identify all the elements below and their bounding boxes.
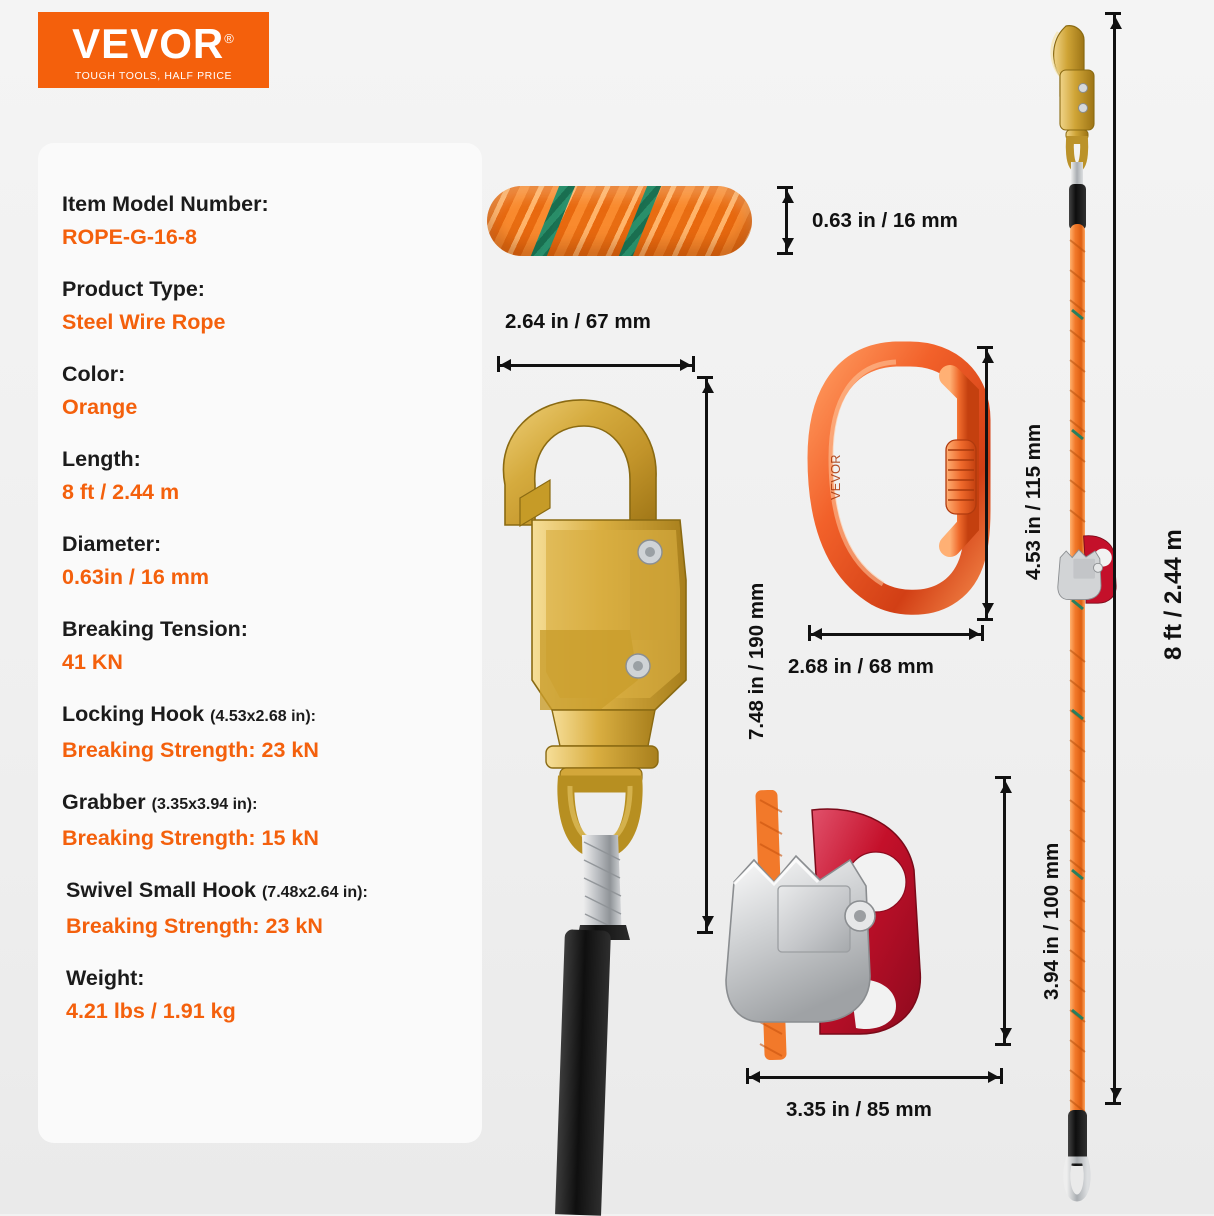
carabiner-width-arrow-right xyxy=(969,628,980,640)
grabber-width-arrow-left xyxy=(749,1071,760,1083)
spec-value: 0.63in / 16 mm xyxy=(62,565,209,589)
assembly-length-cap-top xyxy=(1105,12,1121,15)
spec-item-grabber xyxy=(62,787,464,853)
hook-width-arrow-right xyxy=(680,359,691,371)
spec-value: Breaking Strength: 15 kN xyxy=(62,826,319,850)
assembly-length-label: 8 ft / 2.44 m xyxy=(1160,529,1187,660)
hook-width-arrow-left xyxy=(500,359,511,371)
carabiner-width-label: 2.68 in / 68 mm xyxy=(788,655,934,678)
grabber-height-cap-bottom xyxy=(995,1043,1011,1046)
vevor-logo xyxy=(38,12,269,88)
assembly-length-arrow-up xyxy=(1110,18,1122,29)
grabber-height-cap-top xyxy=(995,776,1011,779)
registered-mark: ® xyxy=(224,31,235,46)
spec-value: Breaking Strength: 23 kN xyxy=(62,738,319,762)
hook-width-label: 2.64 in / 67 mm xyxy=(505,310,651,333)
hook-height-label: 7.48 in / 190 mm xyxy=(745,582,768,740)
spec-label xyxy=(62,787,464,820)
spec-value: 8 ft / 2.44 m xyxy=(62,480,180,504)
spec-value: 4.21 lbs / 1.91 kg xyxy=(66,999,236,1023)
carabiner-width-dim-line xyxy=(808,633,983,636)
rope-diameter-label: 0.63 in / 16 mm xyxy=(812,209,958,232)
spec-sublabel: (4.53x2.68 in): xyxy=(210,708,316,725)
grabber-height-dim-line xyxy=(1003,778,1006,1045)
spec-item-locking-hook xyxy=(62,699,464,765)
carabiner-height-arrow-up xyxy=(982,352,994,363)
brand-name-text: VEVOR xyxy=(72,20,225,67)
grabber-width-label: 3.35 in / 85 mm xyxy=(786,1098,932,1121)
spec-item-breaking-tension xyxy=(62,614,464,677)
brand-name xyxy=(72,18,235,65)
hook-height-cap-top xyxy=(697,376,713,379)
rope-diameter-cap-top xyxy=(777,186,793,189)
specification-list xyxy=(62,189,464,1048)
carabiner-image xyxy=(800,340,1010,620)
assembly-length-arrow-down xyxy=(1110,1088,1122,1099)
black-sheath-rope xyxy=(555,929,611,1215)
spec-label xyxy=(62,699,464,732)
spec-item-color xyxy=(62,359,464,422)
grabber-width-arrow-right xyxy=(988,1071,999,1083)
rope-diameter-arrow-down xyxy=(782,238,794,249)
spec-item-diameter xyxy=(62,529,464,592)
carabiner-brand-text: VEVOR xyxy=(828,454,843,500)
brand-tagline: TOUGH TOOLS, HALF PRICE xyxy=(74,70,233,82)
grabber-height-arrow-down xyxy=(1000,1028,1012,1039)
spec-sublabel: (3.35x3.94 in): xyxy=(151,796,258,813)
spec-value: 41 KN xyxy=(62,650,123,674)
grabber-height-arrow-up xyxy=(1000,782,1012,793)
spec-value: Orange xyxy=(62,395,138,419)
carabiner-height-cap-bottom xyxy=(977,618,993,621)
grabber-width-cap-right xyxy=(1000,1068,1003,1084)
rope-diameter-arrow-up xyxy=(782,192,794,203)
specification-card xyxy=(38,143,482,1143)
carabiner-height-cap-top xyxy=(977,346,993,349)
spec-label-text: Swivel Small Hook xyxy=(66,878,256,902)
spec-label: Item Model Number: xyxy=(62,192,269,216)
rope-sample-image xyxy=(487,186,752,256)
spec-label: Product Type: xyxy=(62,277,205,301)
grabber-width-dim-line xyxy=(746,1076,1002,1079)
full-assembly-image xyxy=(1020,10,1140,1210)
spec-item-length xyxy=(62,444,464,507)
spec-label-text: Grabber xyxy=(62,790,146,814)
spec-label: Diameter: xyxy=(62,532,162,556)
spec-label: Length: xyxy=(62,447,141,471)
hook-width-dim-line xyxy=(497,364,694,367)
spec-item-swivel-small-hook xyxy=(62,875,464,941)
spec-label: Weight: xyxy=(66,966,145,990)
assembly-length-dim-line xyxy=(1113,14,1116,1104)
carabiner-height-dim-line xyxy=(985,348,988,620)
rope-diameter-cap-bottom xyxy=(777,252,793,255)
carabiner-height-label: 4.53 in / 115 mm xyxy=(1022,423,1045,580)
carabiner-width-cap-right xyxy=(981,625,984,641)
spec-value: Breaking Strength: 23 kN xyxy=(66,914,323,938)
assembly-length-cap-bottom xyxy=(1105,1102,1121,1105)
spec-label: Breaking Tension: xyxy=(62,617,248,641)
spec-label xyxy=(66,875,464,908)
spec-label-text: Locking Hook xyxy=(62,702,205,726)
spec-sublabel: (7.48x2.64 in): xyxy=(261,884,368,901)
spec-item-model xyxy=(62,189,464,252)
spec-value: Steel Wire Rope xyxy=(62,310,226,334)
spec-item-product-type xyxy=(62,274,464,337)
grabber-height-label: 3.94 in / 100 mm xyxy=(1040,842,1063,1000)
spec-label: Color: xyxy=(62,362,126,386)
hook-width-cap-right xyxy=(692,356,695,372)
hook-height-arrow-up xyxy=(702,382,714,393)
rope-grabber-image xyxy=(700,790,970,1060)
spec-item-weight xyxy=(62,963,464,1026)
spec-value: ROPE-G-16-8 xyxy=(62,225,198,249)
carabiner-height-arrow-down xyxy=(982,603,994,614)
carabiner-width-arrow-left xyxy=(811,628,822,640)
